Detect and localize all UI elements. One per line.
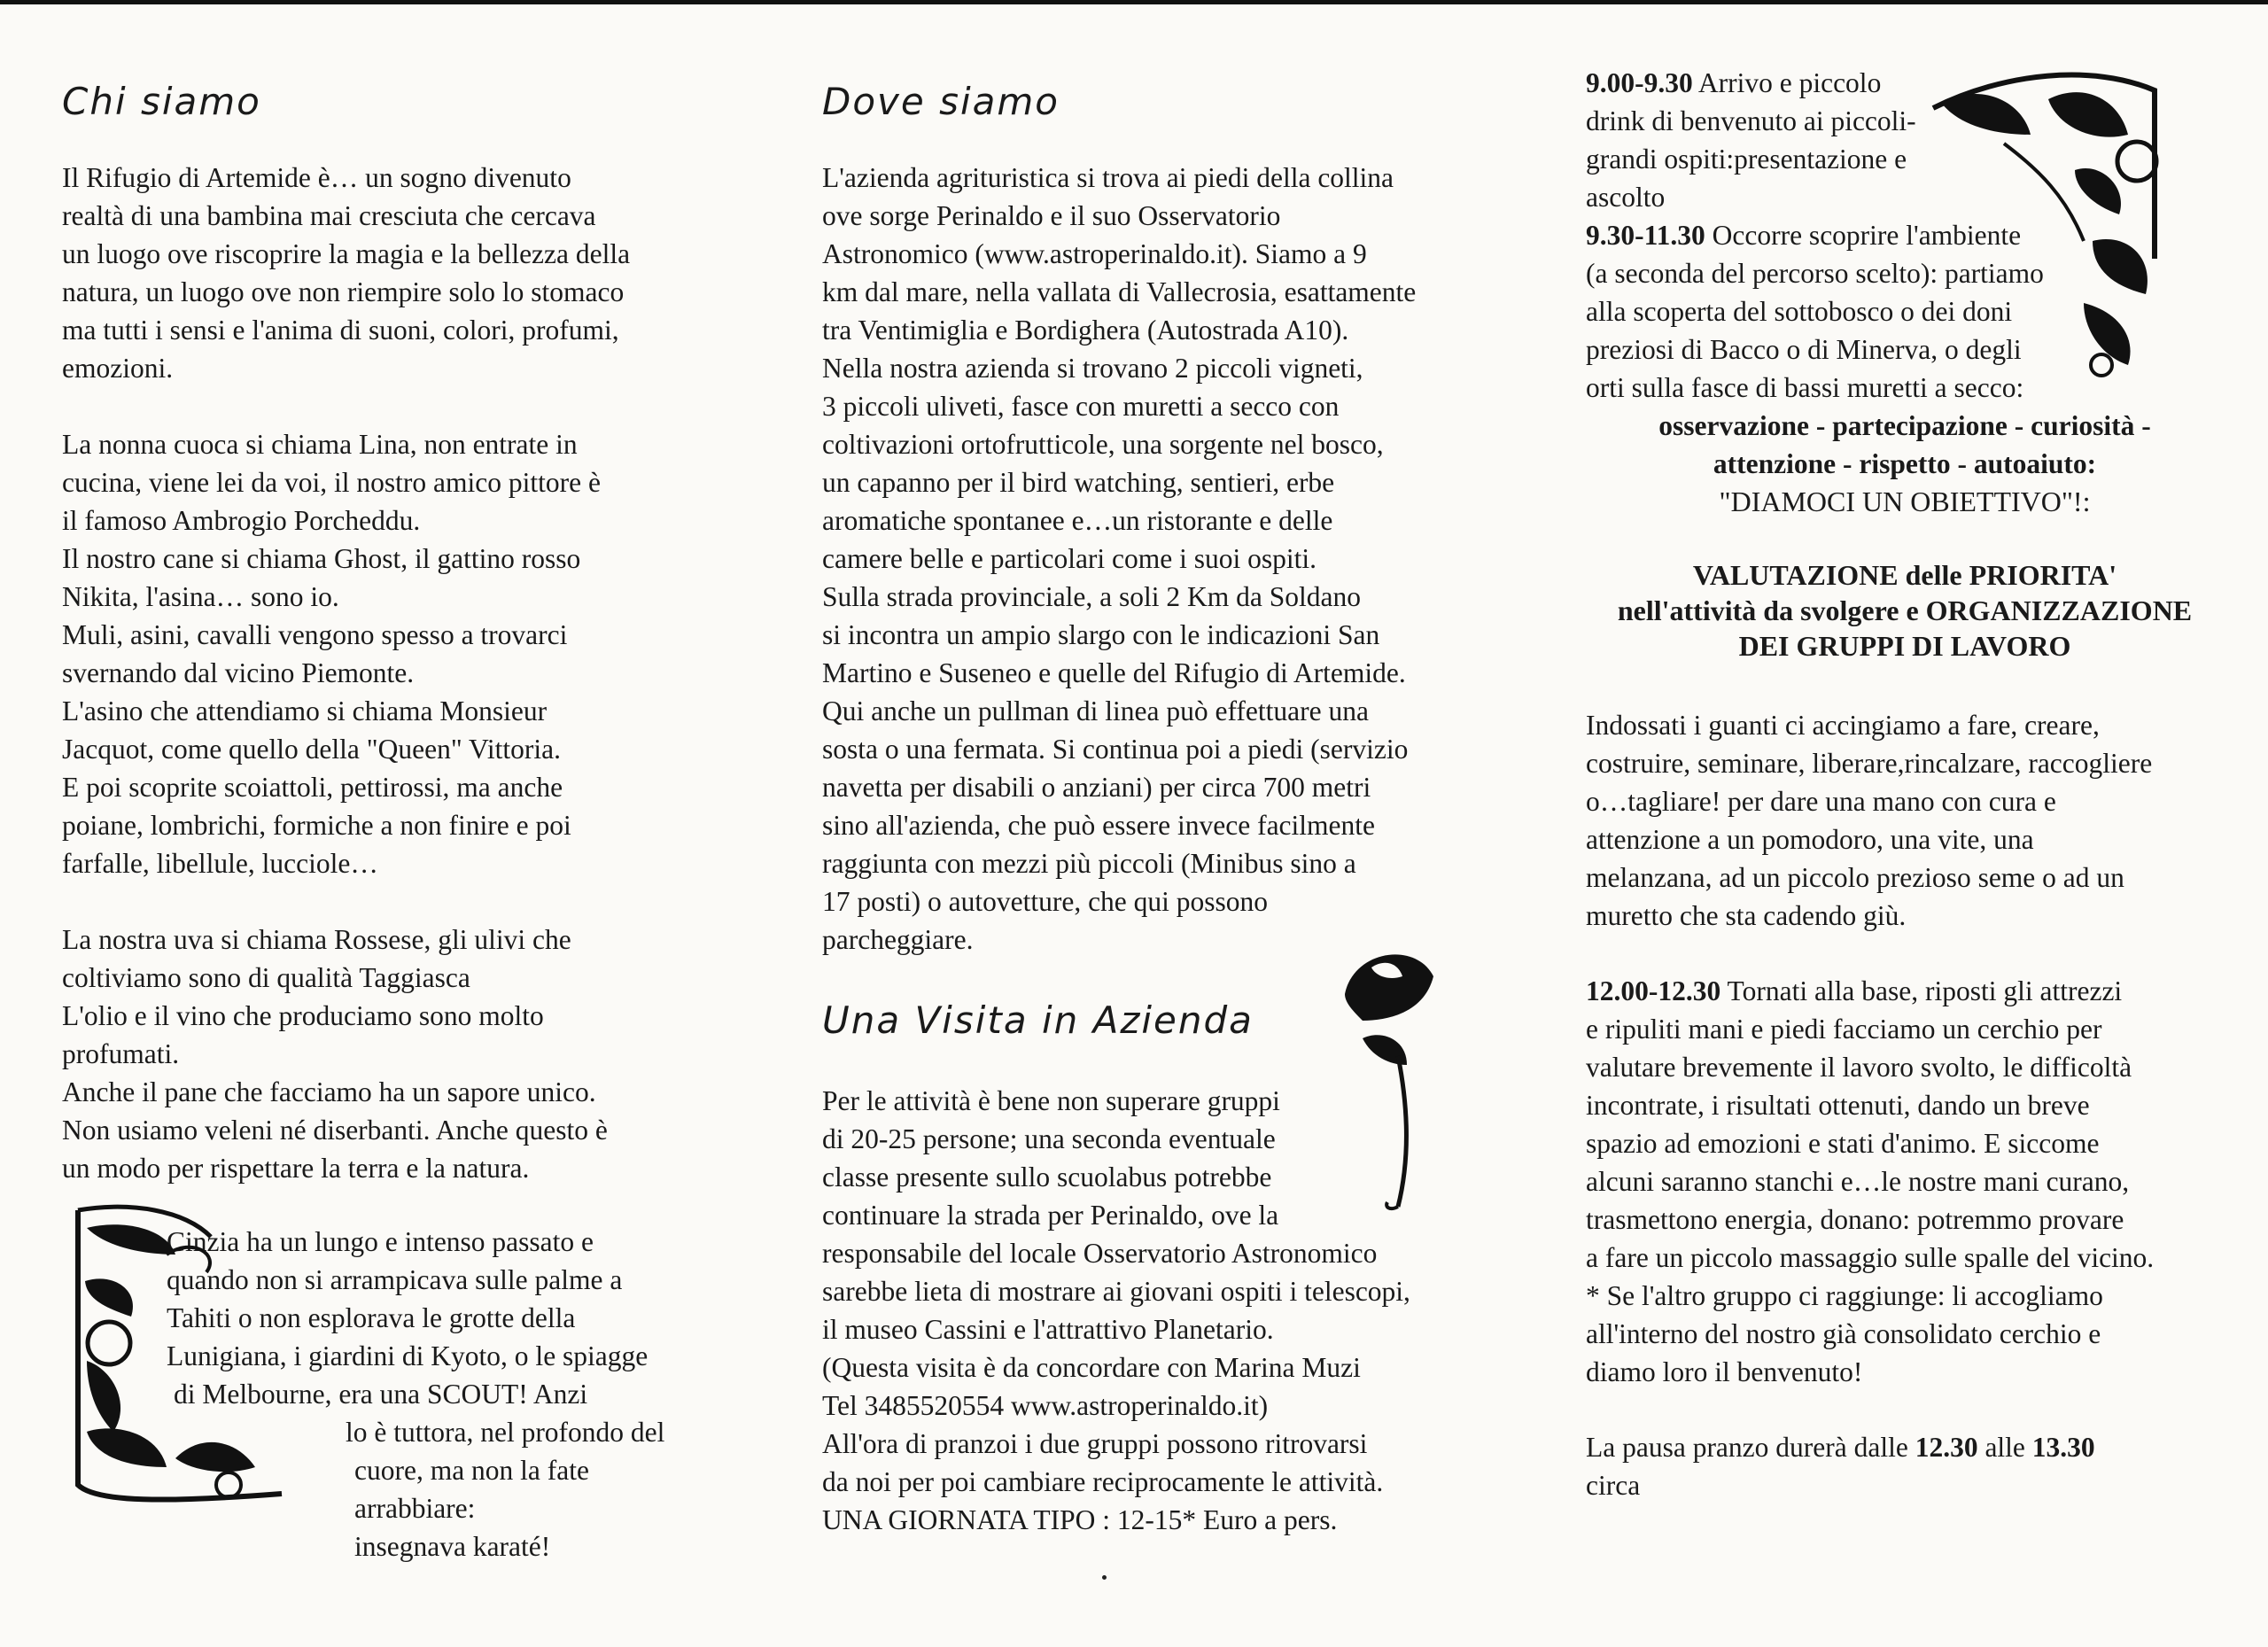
values-list (1586, 407, 2224, 483)
text-line: diamo loro il benvenuto! (1586, 1356, 1863, 1387)
text-line: lo è tuttora, nel profondo del (346, 1417, 665, 1448)
pausa-pranzo (1586, 1428, 2224, 1504)
heading-chi-siamo: Chi siamo (62, 80, 261, 123)
dove-siamo-text (822, 159, 1460, 959)
text-line: quando non si arrampicava sulle palme a (167, 1264, 623, 1295)
text-line: sosta o una fermata. Si continua poi a piedi (servizio (822, 734, 1409, 765)
text-line: La nostra uva si chiama Rossese, gli ulivi che (62, 924, 571, 955)
text-line: da noi per poi cambiare reciprocamente le attività. (822, 1466, 1384, 1497)
text-line: di 20-25 persone; una seconda eventuale (822, 1123, 1276, 1154)
text-line: sarebbe lieta di mostrare ai giovani ospiti i telescopi, (822, 1276, 1410, 1307)
text-line: km dal mare, nella vallata di Vallecrosia, esattamente (822, 276, 1417, 307)
schedule-12-00 (1586, 972, 2224, 1391)
text-line: Il Rifugio di Artemide è… un sogno divenuto (62, 162, 571, 193)
text-line: valutare brevemente il lavoro svolto, le difficoltà (1586, 1052, 2132, 1083)
text-line: emozioni. (62, 353, 174, 384)
text-line: L'olio e il vino che produciamo sono molto (62, 1000, 544, 1031)
text-line: di Melbourne, era una SCOUT! Anzi (174, 1379, 588, 1410)
text-line: Martino e Suseneo e quelle del Rifugio di Artemide. (822, 657, 1406, 688)
text-line: Qui anche un pullman di linea può effettuare una (822, 695, 1369, 726)
chi-siamo-text (62, 159, 682, 1187)
time-label: 9.00-9.30 (1586, 67, 1693, 98)
text-line: Arrivo e piccolo (1692, 67, 1882, 98)
art-nouveau-flower-corner-icon (60, 1201, 291, 1511)
text-line: coltivazioni ortofrutticole, una sorgente nel bosco, (822, 429, 1384, 460)
text-line: farfalle, libellule, lucciole… (62, 848, 378, 879)
top-border (0, 0, 2268, 4)
diamoci-obiettivo: "DIAMOCI UN OBIETTIVO"!: (1719, 486, 2091, 517)
text-line: osservazione - partecipazione - curiosità - (1658, 410, 2151, 441)
text-line: o…tagliare! per dare una mano con cura e (1586, 786, 2056, 817)
text-line: cucina, viene lei da voi, il nostro amico pittore è (62, 467, 601, 498)
text-line: Tahiti o non esplorava le grotte della (167, 1302, 576, 1333)
pausa-end-time: 13.30 (2031, 1432, 2095, 1463)
text-line: continuare la strada per Perinaldo, ove la (822, 1200, 1279, 1231)
text-line: (Questa visita è da concordare con Marina Muzi (822, 1352, 1361, 1383)
text-line: E poi scoprite scoiattoli, pettirossi, ma anche (62, 772, 563, 803)
text-line: il museo Cassini e l'attrattivo Planetario. (822, 1314, 1274, 1345)
text-line: profumati. (62, 1038, 180, 1069)
text-line: alla scoperta del sottobosco o dei doni (1586, 296, 2013, 327)
text-line: parcheggiare. (822, 924, 974, 955)
pausa-text: La pausa pranzo durerà dalle (1586, 1432, 1915, 1463)
text-line: e ripuliti mani e piedi facciamo un cerchio per (1586, 1014, 2102, 1045)
text-line: svernando dal vicino Piemonte. (62, 657, 415, 688)
text-line: Tel 3485520554 www.astroperinaldo.it) (822, 1390, 1269, 1421)
text-line: Muli, asini, cavalli vengono spesso a trovarci (62, 619, 568, 650)
text-line: Nella nostra azienda si trovano 2 piccoli vigneti, (822, 353, 1363, 384)
indossati-text (1586, 706, 2224, 935)
text-line: orti sulla fasce di bassi muretti a secco: (1586, 372, 2024, 403)
text-line: Astronomico (www.astroperinaldo.it). Siamo a 9 (822, 238, 1367, 269)
text-line: spazio ad emozioni e stati d'animo. E siccome (1586, 1128, 2100, 1159)
text-line: poiane, lombrichi, formiche a non finire e poi (62, 810, 571, 841)
text-line: Non usiamo veleni né diserbanti. Anche questo è (62, 1115, 608, 1146)
text-line: (a seconda del percorso scelto): partiamo (1586, 258, 2044, 289)
pausa-start: 12.30 (1915, 1432, 1978, 1463)
text-line: Cinzia ha un lungo e intenso passato e (167, 1226, 594, 1257)
text-line: nell'attività da svolgere e ORGANIZZAZIONE (1617, 594, 2193, 626)
text-line: L'azienda agrituristica si trova ai piedi della collina (822, 162, 1394, 193)
text-line: Occorre scoprire l'ambiente (1705, 220, 2022, 251)
time-label: 12.00-12.30 (1586, 975, 1721, 1006)
text-line: L'asino che attendiamo si chiama Monsieur (62, 695, 548, 726)
text-line: sino all'azienda, che può essere invece facilmente (822, 810, 1376, 841)
text-line: il famoso Ambrogio Porcheddu. (62, 505, 421, 536)
text-line: All'ora di pranzoi i due gruppi possono ritrovarsi (822, 1428, 1368, 1459)
text-line: Per le attività è bene non superare gruppi (822, 1085, 1280, 1116)
text-line: attenzione a un pomodoro, una vite, una (1586, 824, 2034, 855)
text-line: cuore, ma non la fate arrabbiare: (354, 1455, 589, 1524)
text-line: camere belle e particolari come i suoi ospiti. (822, 543, 1317, 574)
text-line: VALUTAZIONE delle PRIORITA' (1692, 559, 2117, 591)
text-line: * Se l'altro gruppo ci raggiunge: li accogliamo (1586, 1280, 2103, 1311)
text-line: un modo per rispettare la terra e la natura. (62, 1153, 530, 1184)
text-line: Lunigiana, i giardini di Kyoto, o le spiagge (167, 1340, 649, 1371)
text-line: ascolto (1586, 182, 1666, 213)
text-line: classe presente sullo scuolabus potrebbe (822, 1161, 1272, 1193)
text-line: muretto che sta cadendo giù. (1586, 900, 1907, 931)
text-line: all'interno del nostro già consolidato cerchio e (1586, 1318, 2101, 1349)
flower-stem-icon (1336, 941, 1451, 1216)
text-line: ma tutti i sensi e l'anima di suoni, colori, profumi, (62, 315, 619, 346)
text-line: Sulla strada provinciale, a soli 2 Km da Soldano (822, 581, 1362, 612)
pausa-mid: alle (1977, 1432, 2032, 1463)
heading-visita: Una Visita in Azienda (822, 998, 1254, 1042)
text-line: Tornati alla base, riposti gli attrezzi (1720, 975, 2123, 1006)
text-line: Jacquot, come quello della "Queen" Vittoria. (62, 734, 561, 765)
text-line: attenzione - rispetto - autoaiuto: (1713, 448, 2097, 479)
text-line: un capanno per il bird watching, sentieri, erbe (822, 467, 1335, 498)
text-line: trasmettono energia, donano: potremmo provare (1586, 1204, 2124, 1235)
text-line: Indossati i guanti ci accingiamo a fare, creare, (1586, 710, 2100, 741)
text-line: UNA GIORNATA TIPO : 12-15* Euro a pers. (822, 1504, 1338, 1535)
text-line: alcuni saranno stanchi e…le nostre mani curano, (1586, 1166, 2130, 1197)
text-line: coltiviamo sono di qualità Taggiasca (62, 962, 470, 993)
scan-speck (1102, 1575, 1107, 1580)
text-line: preziosi di Bacco o di Minerva, o degli (1586, 334, 2022, 365)
column-dove-siamo (822, 53, 1460, 1539)
valutazione-title (1586, 557, 2224, 664)
text-line: grandi ospiti:presentazione e (1586, 144, 1907, 175)
time-label: 9.30-11.30 (1586, 220, 1705, 251)
text-line: un luogo ove riscoprire la magia e la bellezza della (62, 238, 631, 269)
text-line: natura, un luogo ove non riempire solo lo stomaco (62, 276, 625, 307)
text-line: Nikita, l'asina… sono io. (62, 581, 339, 612)
pausa-circa: circa (1586, 1470, 1641, 1501)
art-nouveau-flower-corner-icon (1915, 64, 2181, 383)
text-line: raggiunta con mezzi più piccoli (Minibus sino a (822, 848, 1356, 879)
text-line: tra Ventimiglia e Bordighera (Autostrada A10). (822, 315, 1349, 346)
text-line: 17 posti) o autovetture, che qui possono (822, 886, 1269, 917)
text-line: Anche il pane che facciamo ha un sapore unico. (62, 1076, 596, 1107)
text-line: incontrate, i risultati ottenuti, dando un breve (1586, 1090, 2090, 1121)
text-line: melanzana, ad un piccolo prezioso seme o ad un (1586, 862, 2124, 893)
text-line: Il nostro cane si chiama Ghost, il gattino rosso (62, 543, 581, 574)
text-line: realtà di una bambina mai cresciuta che cercava (62, 200, 596, 231)
text-line: responsabile del locale Osservatorio Astronomico (822, 1238, 1378, 1269)
heading-dove-siamo: Dove siamo (822, 80, 1060, 123)
text-line: navetta per disabili o anziani) per circa 700 metri (822, 772, 1371, 803)
text-line: DEI GRUPPI DI LAVORO (1738, 630, 2071, 662)
text-line: drink di benvenuto ai piccoli- (1586, 105, 1916, 136)
text-line: La nonna cuoca si chiama Lina, non entrate in (62, 429, 578, 460)
text-line: aromatiche spontanee e…un ristorante e delle (822, 505, 1333, 536)
text-line: si incontra un ampio slargo con le indicazioni San (822, 619, 1380, 650)
text-line: a fare un piccolo massaggio sulle spalle del vicino. (1586, 1242, 2155, 1273)
text-line: costruire, seminare, liberare,rincalzare, raccogliere (1586, 748, 2153, 779)
text-line: ove sorge Perinaldo e il suo Osservatorio (822, 200, 1281, 231)
text-line: 3 piccoli uliveti, fasce con muretti a secco con (822, 391, 1340, 422)
text-line: insegnava karaté! (354, 1531, 551, 1562)
